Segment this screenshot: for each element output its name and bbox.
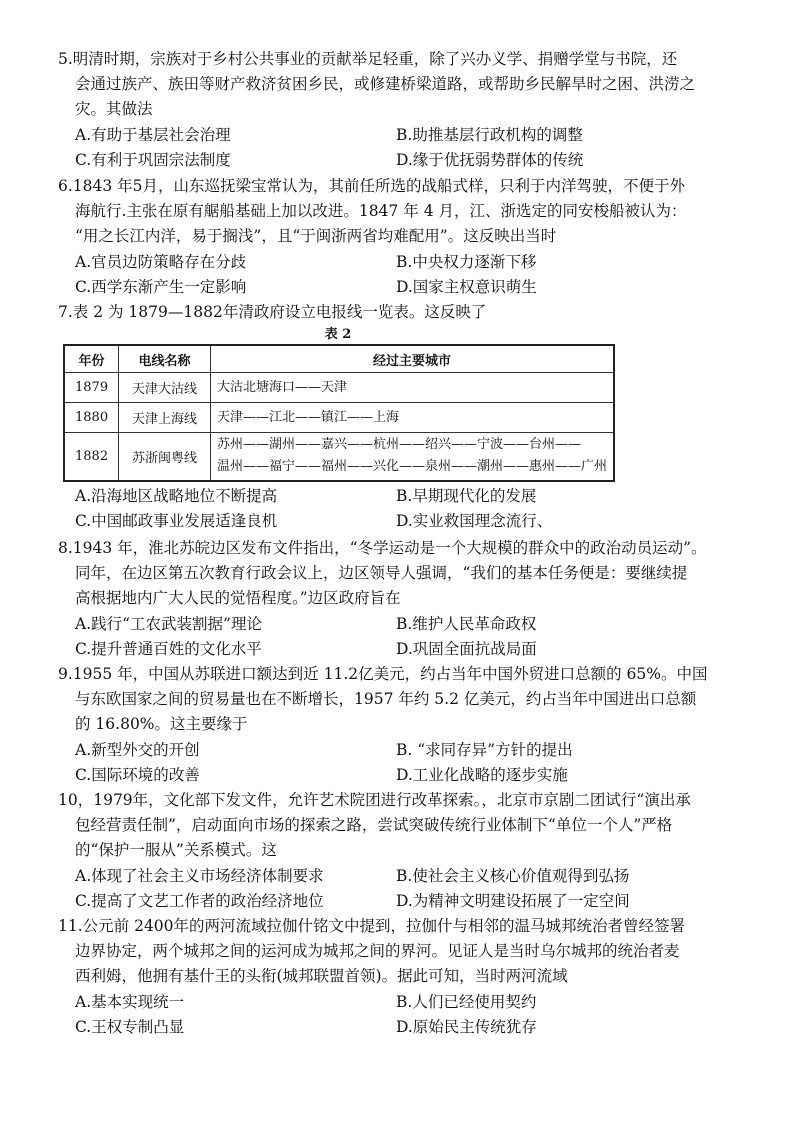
question-text: 11.公元前 2400年的两河流域拉伽什铭文中提到，拉伽什与相邻的温马城邦统治者曾经签署 bbox=[58, 917, 686, 935]
table-header: 经过主要城市 bbox=[210, 345, 614, 373]
year-cell: 1879 bbox=[64, 373, 119, 403]
option-b: B.助推基层行政机构的调整 bbox=[396, 125, 583, 144]
cities-text: 温州——福宁——福州——兴化——泉州——潮州——惠州——广州 bbox=[216, 459, 607, 475]
question-9 bbox=[58, 662, 748, 788]
option-d: D.工业化战略的逐步实施 bbox=[396, 765, 568, 784]
table-caption: 表 2 bbox=[324, 327, 352, 342]
question-11 bbox=[58, 914, 748, 1040]
option-d: D.为精神文明建设拓展了一定空间 bbox=[396, 891, 630, 910]
question-text: 9.1955 年，中国从苏联进口额达到近 11.2亿美元，约占当年中国外贸进口总额的 65%。中国 bbox=[58, 665, 708, 683]
line-name-cell: 苏浙闽粤线 bbox=[119, 433, 211, 481]
line-name-cell: 天津大沽线 bbox=[119, 373, 211, 403]
cities-cell bbox=[210, 433, 614, 481]
cities-cell bbox=[210, 373, 614, 403]
option-b: B.使社会主义核心价值观得到弘扬 bbox=[396, 866, 630, 885]
option-c: C.提高了文艺工作者的政治经济地位 bbox=[75, 891, 324, 910]
question-text: 西利姆，他拥有基什王的头衔(城邦联盟首领)。据此可知，当时两河流域 bbox=[75, 967, 568, 986]
option-b: B.维护人民革命政权 bbox=[396, 614, 537, 633]
option-d: D.原始民主传统犹存 bbox=[396, 1017, 537, 1036]
question-text: 同年，在边区第五次教育行政会议上，边区领导人强调，“我们的基本任务便是：要继续提 bbox=[75, 564, 688, 583]
table-row bbox=[64, 403, 614, 433]
option-c: C.西学东渐产生一定影响 bbox=[75, 277, 247, 296]
question-text: “用之长江内洋，易于搁浅”，且“于闽浙两省均难配用”。这反映出当时 bbox=[75, 227, 557, 246]
question-text: 8.1943 年，淮北苏皖边区发布文件指出，“冬学运动是一个大规模的群众中的政治动员运动”。 bbox=[58, 539, 707, 557]
table-row bbox=[64, 373, 614, 403]
option-a: A.新型外交的开创 bbox=[75, 740, 200, 759]
option-b: B.早期现代化的发展 bbox=[396, 487, 537, 505]
option-a: A.践行“工农武装割据”理论 bbox=[75, 614, 262, 633]
option-d: D.巩固全面抗战局面 bbox=[396, 639, 537, 658]
cities-text: 天津——江北——镇江——上海 bbox=[216, 409, 399, 425]
telegraph-table bbox=[63, 344, 615, 482]
question-7-options bbox=[58, 484, 748, 534]
option-a: A.有助于基层社会治理 bbox=[75, 125, 231, 144]
cities-cell bbox=[210, 403, 614, 433]
table-row bbox=[64, 433, 614, 481]
question-10 bbox=[58, 788, 748, 914]
option-c: C.中国邮政事业发展适逢良机 bbox=[75, 512, 278, 531]
line-name-cell: 天津上海线 bbox=[119, 403, 211, 433]
question-text: 会通过族产、族田等财产救济贫困乡民，或修建桥梁道路，或帮助乡民解旱时之困、洪涝之 bbox=[75, 75, 696, 94]
option-c: C.提升普通百姓的文化水平 bbox=[75, 639, 262, 658]
option-b: B.人们已经使用契约 bbox=[396, 992, 537, 1011]
option-d: D.国家主权意识萌生 bbox=[396, 277, 537, 296]
option-a: A.官员边防策略存在分歧 bbox=[75, 252, 247, 271]
year-cell: 1880 bbox=[64, 403, 119, 433]
question-text: 6.1843 年5月，山东巡抚梁宝常认为，其前任所选的战船式样，只利于内洋驾驶，不便于外 bbox=[58, 177, 686, 195]
cities-text: 苏州——湖州——嘉兴——杭州——绍兴——宁波——台州—— bbox=[216, 437, 581, 453]
option-a: A.体现了社会主义市场经济体制要求 bbox=[75, 866, 324, 885]
question-text: 的“保护一服从”关系模式。这 bbox=[75, 841, 277, 860]
option-a: A.基本实现统一 bbox=[75, 992, 185, 1011]
option-a: A.沿海地区战略地位不断提高 bbox=[75, 487, 278, 505]
question-text: 灾。其做法 bbox=[75, 100, 153, 119]
option-c: C.国际环境的改善 bbox=[75, 765, 200, 784]
option-c: C.王权专制凸显 bbox=[75, 1017, 185, 1036]
question-text: 与东欧国家之间的贸易量也在不断增长，1957 年约 5.2 亿美元，约占当年中国进出口总额 bbox=[75, 690, 697, 709]
question-7 bbox=[58, 300, 748, 325]
question-text: 7.表 2 为 1879—1882年清政府设立电报线一览表。这反映了 bbox=[58, 303, 487, 321]
question-5 bbox=[58, 47, 748, 173]
question-text: 5.明清时期，宗族对于乡村公共事业的贡献举足轻重，除了兴办义学、捐赠学堂与书院，还 bbox=[58, 50, 678, 68]
question-text: 包经营责任制”，启动面向市场的探索之路，尝试突破传统行业体制下“单位一个人”严格 bbox=[75, 816, 673, 835]
table-header: 年份 bbox=[64, 345, 119, 373]
option-d: D.缘于优抚弱势群体的传统 bbox=[396, 150, 584, 169]
option-b: B.中央权力逐渐下移 bbox=[396, 252, 537, 271]
question-text: 10，1979年，文化部下发文件，允许艺术院团进行改革探索。，北京市京剧二团试行“演出承 bbox=[58, 791, 691, 809]
question-6 bbox=[58, 174, 748, 300]
question-8 bbox=[58, 536, 748, 662]
table-header: 电线名称 bbox=[119, 345, 211, 373]
question-text: 海航行.主张在原有艍船基础上加以改进。1847 年 4 月，江、浙选定的同安梭船被认为： bbox=[75, 202, 687, 221]
question-text: 边界协定，两个城邦之间的运河成为城邦之间的界河。见证人是当时乌尔城邦的统治者麦 bbox=[75, 942, 680, 961]
option-d: D.实业救国理念流行、 bbox=[396, 512, 553, 531]
option-c: C.有利于巩固宗法制度 bbox=[75, 150, 231, 169]
question-text: 的 16.80%。这主要缘于 bbox=[75, 715, 248, 734]
option-b: B. “求同存异”方针的提出 bbox=[396, 740, 573, 759]
question-text: 高根据地内广大人民的觉悟程度。”边区政府旨在 bbox=[75, 589, 401, 608]
year-cell: 1882 bbox=[64, 433, 119, 481]
cities-text: 大沽北塘海口——天津 bbox=[216, 379, 347, 395]
